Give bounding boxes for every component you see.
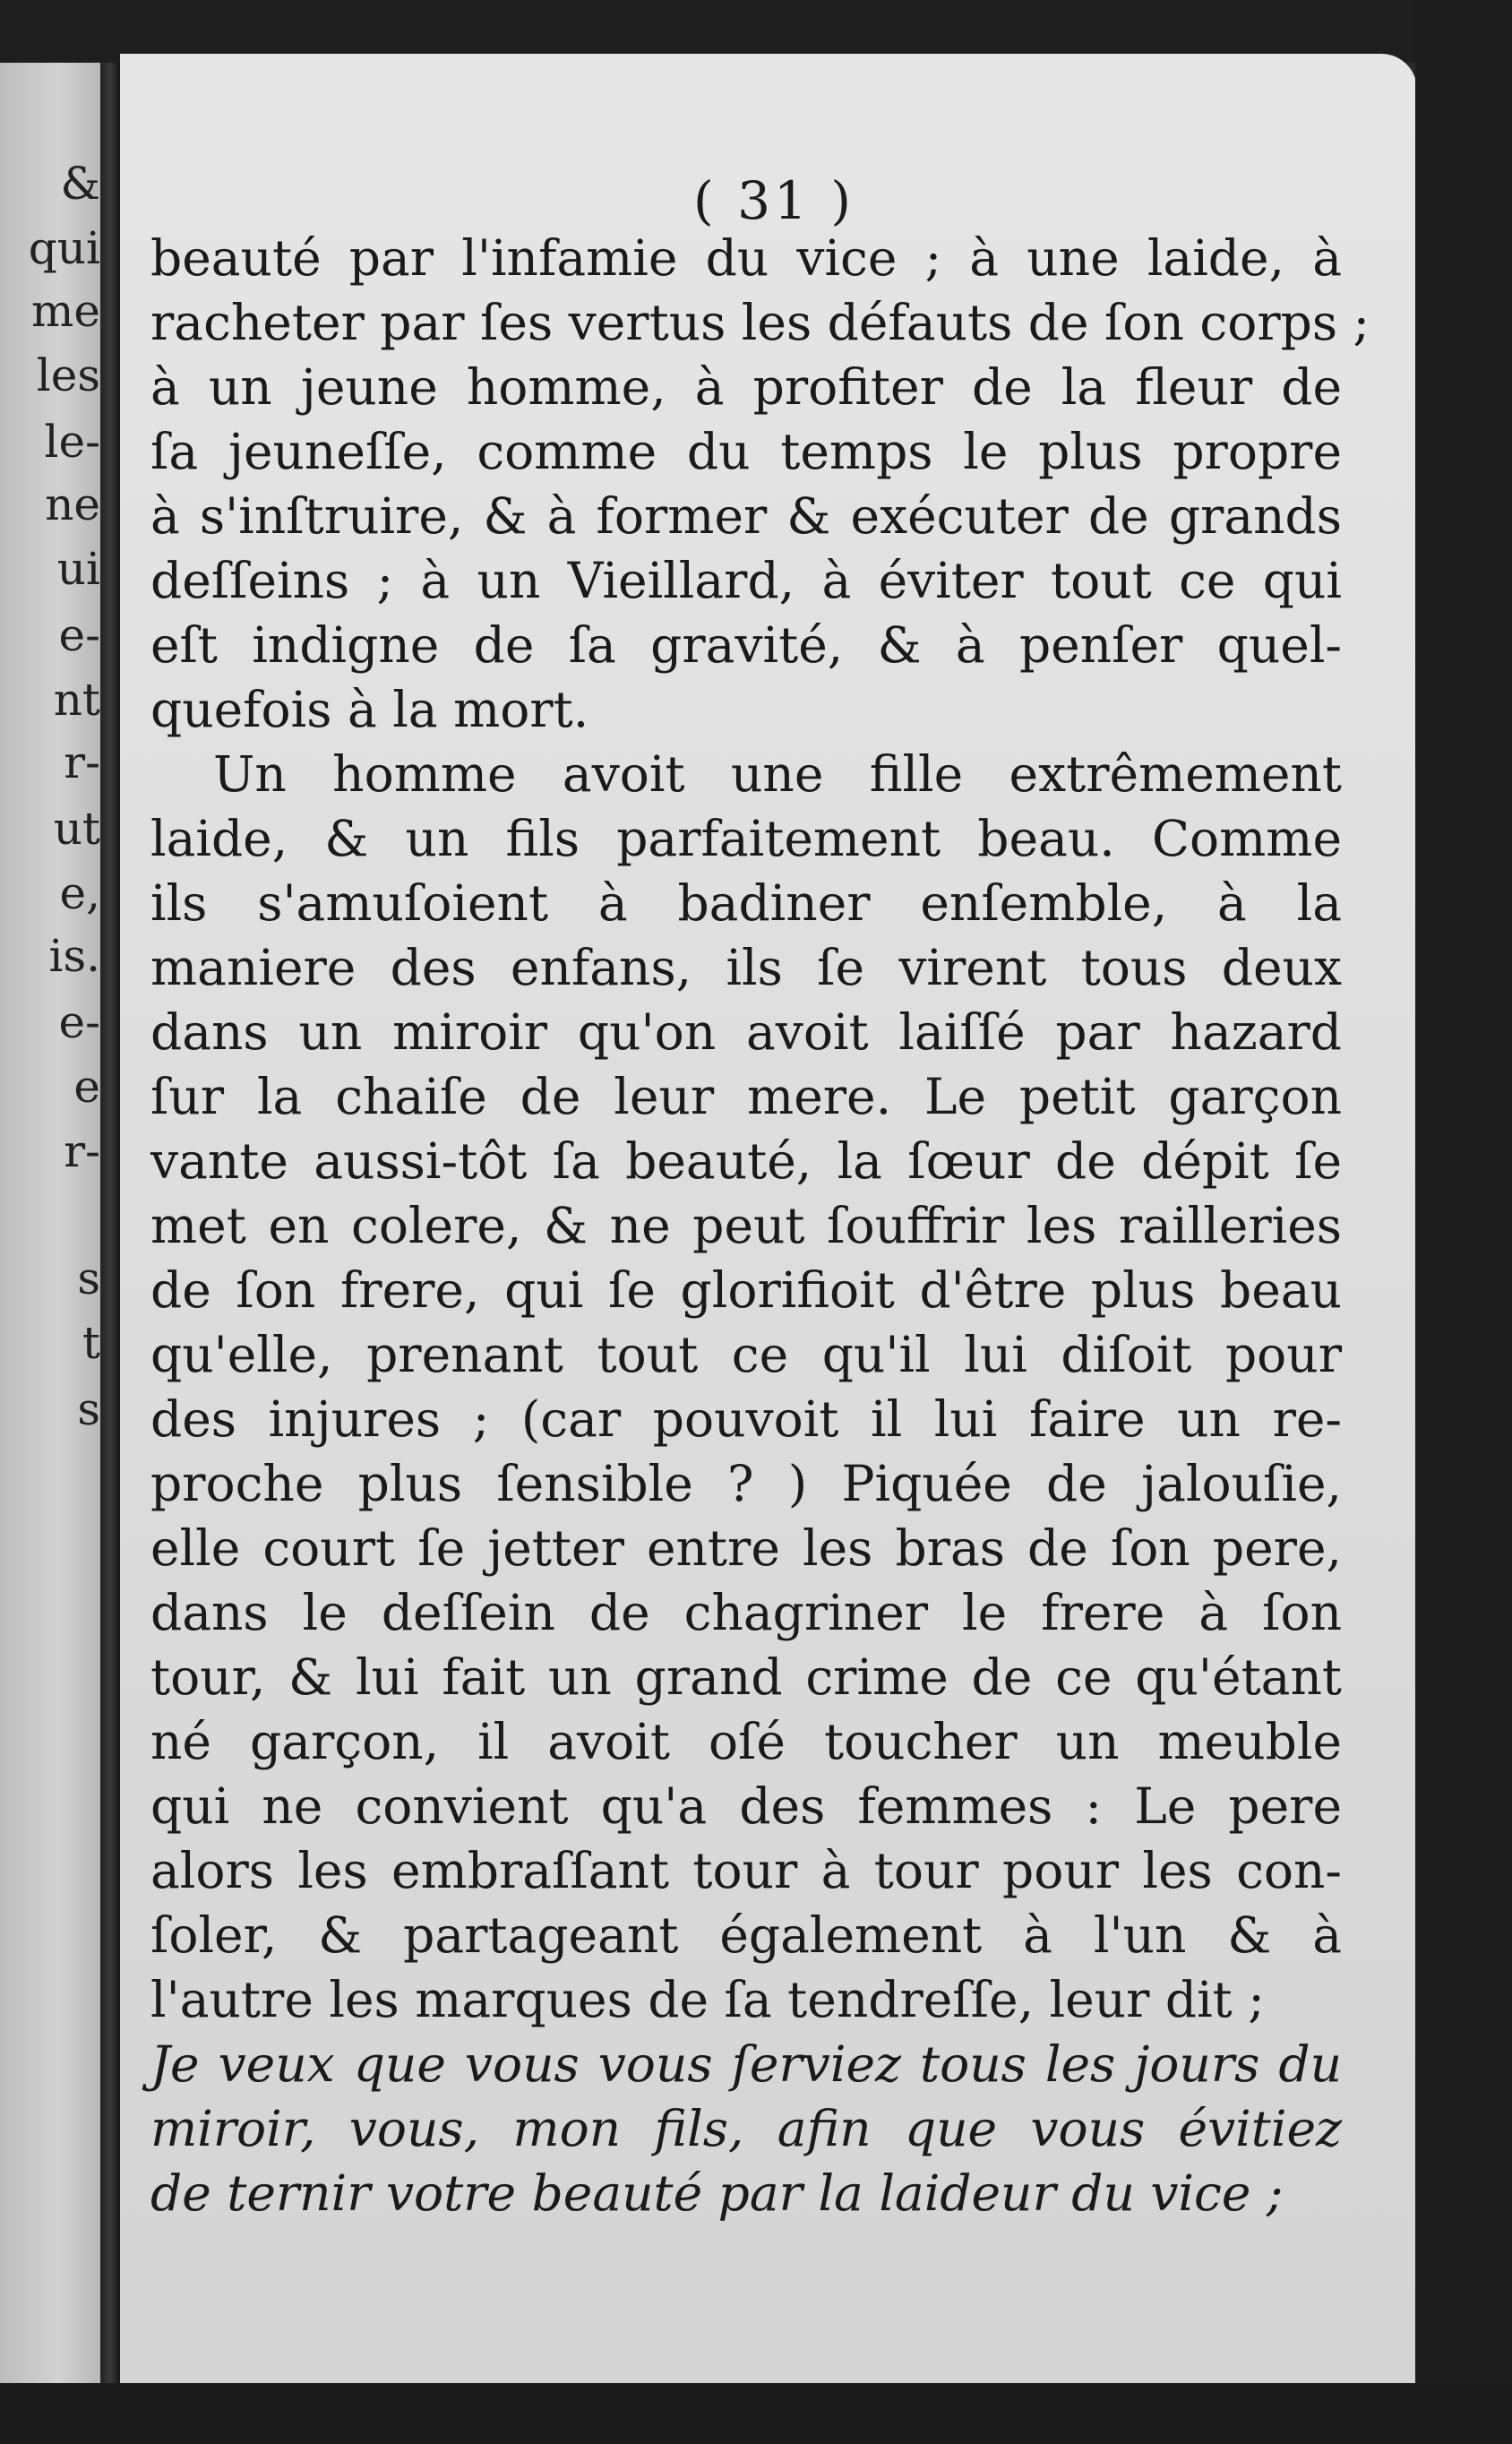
text-line: met en colere, & ne peut ſouffrir les railleries (150, 1197, 1342, 1254)
facing-page-fragment: e- (58, 996, 100, 1048)
facing-page-fragment: le- (44, 416, 100, 468)
text-line: de ternir votre beauté par la laideur du vice ; (150, 2164, 1284, 2222)
text-line: l'autre les marques de ſa tendreſſe, leur dit ; (150, 1971, 1265, 2028)
facing-page-fragment: me (30, 285, 100, 337)
scanner-frame-right (1415, 0, 1512, 2444)
text-line: beauté par l'infamie du vice ; à une laide, à (150, 229, 1342, 287)
text-line: maniere des enfans, ils ſe virent tous deux (150, 939, 1342, 996)
text-line: laide, & un fils parfaitement beau. Comme (150, 810, 1342, 867)
facing-page-fragment: les (36, 349, 100, 401)
facing-page-fragment: s (77, 1252, 100, 1304)
text-line: tour, & lui fait un grand crime de ce qu'étant (150, 1648, 1342, 1706)
text-line: à un jeune homme, à profiter de la fleur de (150, 358, 1342, 416)
text-line: vante aussi-tôt ſa beauté, la ſœur de dépit ſe (150, 1132, 1342, 1190)
text-line: Un homme avoit une fille extrêmement (213, 745, 1342, 803)
paragraph-p2 (150, 742, 1342, 2032)
facing-page-fragment: nt (53, 674, 100, 726)
facing-page-fragment: & (60, 158, 100, 210)
facing-page-fragment: ut (53, 803, 100, 855)
facing-page-fragment: ne (45, 478, 100, 530)
text-line: des injures ; (car pouvoit il lui faire un re- (150, 1390, 1342, 1448)
facing-page-fragment: qui (28, 222, 100, 274)
text-line: racheter par ſes vertus les défauts de ſon corps ; (150, 294, 1370, 351)
text-line: qu'elle, prenant tout ce qu'il lui diſoit pour (150, 1326, 1342, 1383)
facing-page-fragment: s (77, 1383, 100, 1435)
text-line: Je veux que vous vous ſerviez tous les jours du (150, 2035, 1342, 2093)
facing-page-fragment: r- (64, 736, 100, 788)
book-gutter (100, 63, 120, 2392)
facing-page-fragment: ui (56, 543, 100, 595)
paragraph-p1 (150, 226, 1370, 742)
facing-page-fragment: r- (64, 1125, 100, 1177)
text-line: alors les embraſſant tour à tour pour les con- (150, 1842, 1342, 1899)
text-line: eſt indigne de ſa gravité, & à penſer quel- (150, 616, 1342, 674)
text-line: elle court ſe jetter entre les bras de ſon pere, (150, 1519, 1342, 1577)
facing-page-fragment: e, (59, 867, 100, 919)
page-number: ( 31 ) (693, 170, 855, 231)
book-page (120, 54, 1417, 2383)
text-line: à s'inſtruire, & à former & exécuter de grands (150, 487, 1342, 545)
text-line: miroir, vous, mon fils, afin que vous évitiez (150, 2100, 1342, 2157)
text-line: ſur la chaiſe de leur mere. Le petit garçon (150, 1068, 1342, 1125)
text-line: ils s'amuſoient à badiner enſemble, à la (150, 874, 1342, 932)
facing-page-fragment: t (82, 1317, 100, 1369)
text-line: ſa jeuneſſe, comme du temps le plus propre (150, 423, 1342, 480)
text-line: proche plus ſensible ? ) Piquée de jalouſie, (150, 1455, 1342, 1512)
facing-page-strip (0, 63, 100, 2392)
text-line: dans un miroir qu'on avoit laiſſé par hazard (150, 1003, 1342, 1061)
text-line: né garçon, il avoit oſé toucher un meuble (150, 1713, 1342, 1770)
paragraph-p3-italic (150, 2032, 1342, 2225)
text-line: quefois à la mort. (150, 681, 589, 738)
text-line: ſoler, & partageant également à l'un & à (150, 1906, 1342, 1964)
page-text (150, 226, 1370, 2225)
facing-page-fragment: e (73, 1061, 100, 1113)
text-line: deſſeins ; à un Vieillard, à éviter tout ce qui (150, 552, 1342, 609)
scanner-frame-bottom (0, 2383, 1512, 2444)
text-line: de ſon frere, qui ſe glorifioit d'être plus beau (150, 1261, 1342, 1319)
facing-page-fragment: e- (58, 609, 100, 661)
text-line: qui ne convient qu'a des femmes : Le pere (150, 1777, 1342, 1835)
text-line: dans le deſſein de chagriner le frere à ſon (150, 1584, 1342, 1641)
facing-page-fragment: is. (48, 930, 100, 982)
